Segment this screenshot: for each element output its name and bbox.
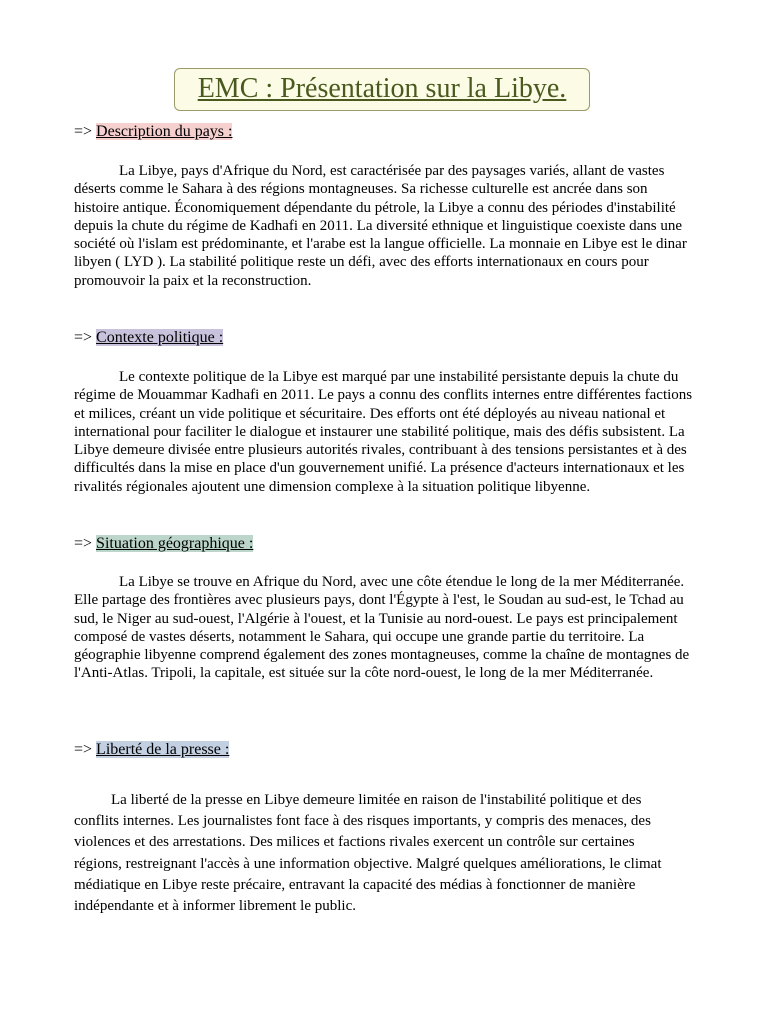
- section-paragraph-description: La Libye, pays d'Afrique du Nord, est caractérisée par des paysages variés, allant de vastes déserts comme le Sahara à des régions montagneuses. Sa richesse culturelle est ancrée dans son histoire antique. Économiquement dépendante du pétrole, la Libye a connu des périodes d'instabilité depuis la chute du régime de Kadhafi en 2011. La diversité ethnique et linguistique coexiste dans une société où l'islam est prédominante, et l'arabe est la langue officielle. La monnaie en Libye est le dinar libyen ( LYD ). La stabilité politique reste un défi, avec des efforts internationaux en cours pour promouvoir la paix et la reconstruction.: [74, 163, 687, 289]
- section-paragraph-contexte-politique: Le contexte politique de la Libye est marqué par une instabilité persistante depuis la chute du régime de Mouammar Kadhafi en 2011. Le pays a connu des conflits internes entre différentes factions et milices, créant un vide politique et sécuritaire. Des efforts ont été déployés au niveau national et international pour faciliter le dialogue et instaurer une stabilité politique, mais des défis subsistent. La Libye demeure divisée entre plusieurs autorités rivales, contribuant à des tensions persistantes et à des difficultés dans la mise en place d'un gouvernement unifié. La présence d'acteurs internationaux et les rivalités régionales ajoutent une dimension complexe à la situation politique libyenne.: [74, 369, 693, 495]
- section-paragraph-liberte-presse: La liberté de la presse en Libye demeure limitée en raison de l'instabilité politique et des conflits internes. Les journalistes font face à des risques importants, y compris des menaces, des violences et des arrestations. Des milices et factions rivales exercent un contrôle sur certaines régions, restreignant l'accès à une information objective. Malgré quelques améliorations, le climat médiatique en Libye reste précaire, entravant la capacité des médias à fonctionner de manière indépendante et à informer librement le public.: [74, 792, 662, 915]
- section-paragraph-situation-geographique: La Libye se trouve en Afrique du Nord, avec une côte étendue le long de la mer Méditerranée. Elle partage des frontières avec plusieurs pays, dont l'Égypte à l'est, le Soudan au sud-est, le Tchad au sud, le Niger au sud-ouest, l'Algérie à l'ouest, et la Tunisie au nord-ouest. Le pays est principalement composé de vastes déserts, notamment le Sahara, qui occupe une grande partie du territoire. La géographie libyenne comprend également des zones montagneuses, comme la chaîne de montagnes de l'Anti-Atlas. Tripoli, la capitale, est située sur la côte nord-ouest, le long de la mer Méditerranée.: [74, 574, 690, 682]
- heading-arrow: =>: [74, 741, 93, 758]
- heading-arrow: =>: [74, 535, 93, 552]
- heading-label: Liberté de la presse :: [96, 741, 230, 758]
- section-heading-liberte-presse: [74, 740, 229, 760]
- section-heading-situation-geographique: [74, 534, 253, 554]
- page-title: EMC : Présentation sur la Libye.: [197, 73, 567, 104]
- section-heading-description: [74, 122, 232, 142]
- heading-label: Contexte politique :: [96, 329, 224, 346]
- heading-arrow: =>: [74, 329, 93, 346]
- heading-label: Description du pays :: [96, 123, 233, 140]
- section-heading-contexte-politique: [74, 328, 223, 348]
- title-box: [174, 68, 590, 111]
- heading-label: Situation géographique :: [96, 535, 254, 552]
- heading-arrow: =>: [74, 123, 93, 140]
